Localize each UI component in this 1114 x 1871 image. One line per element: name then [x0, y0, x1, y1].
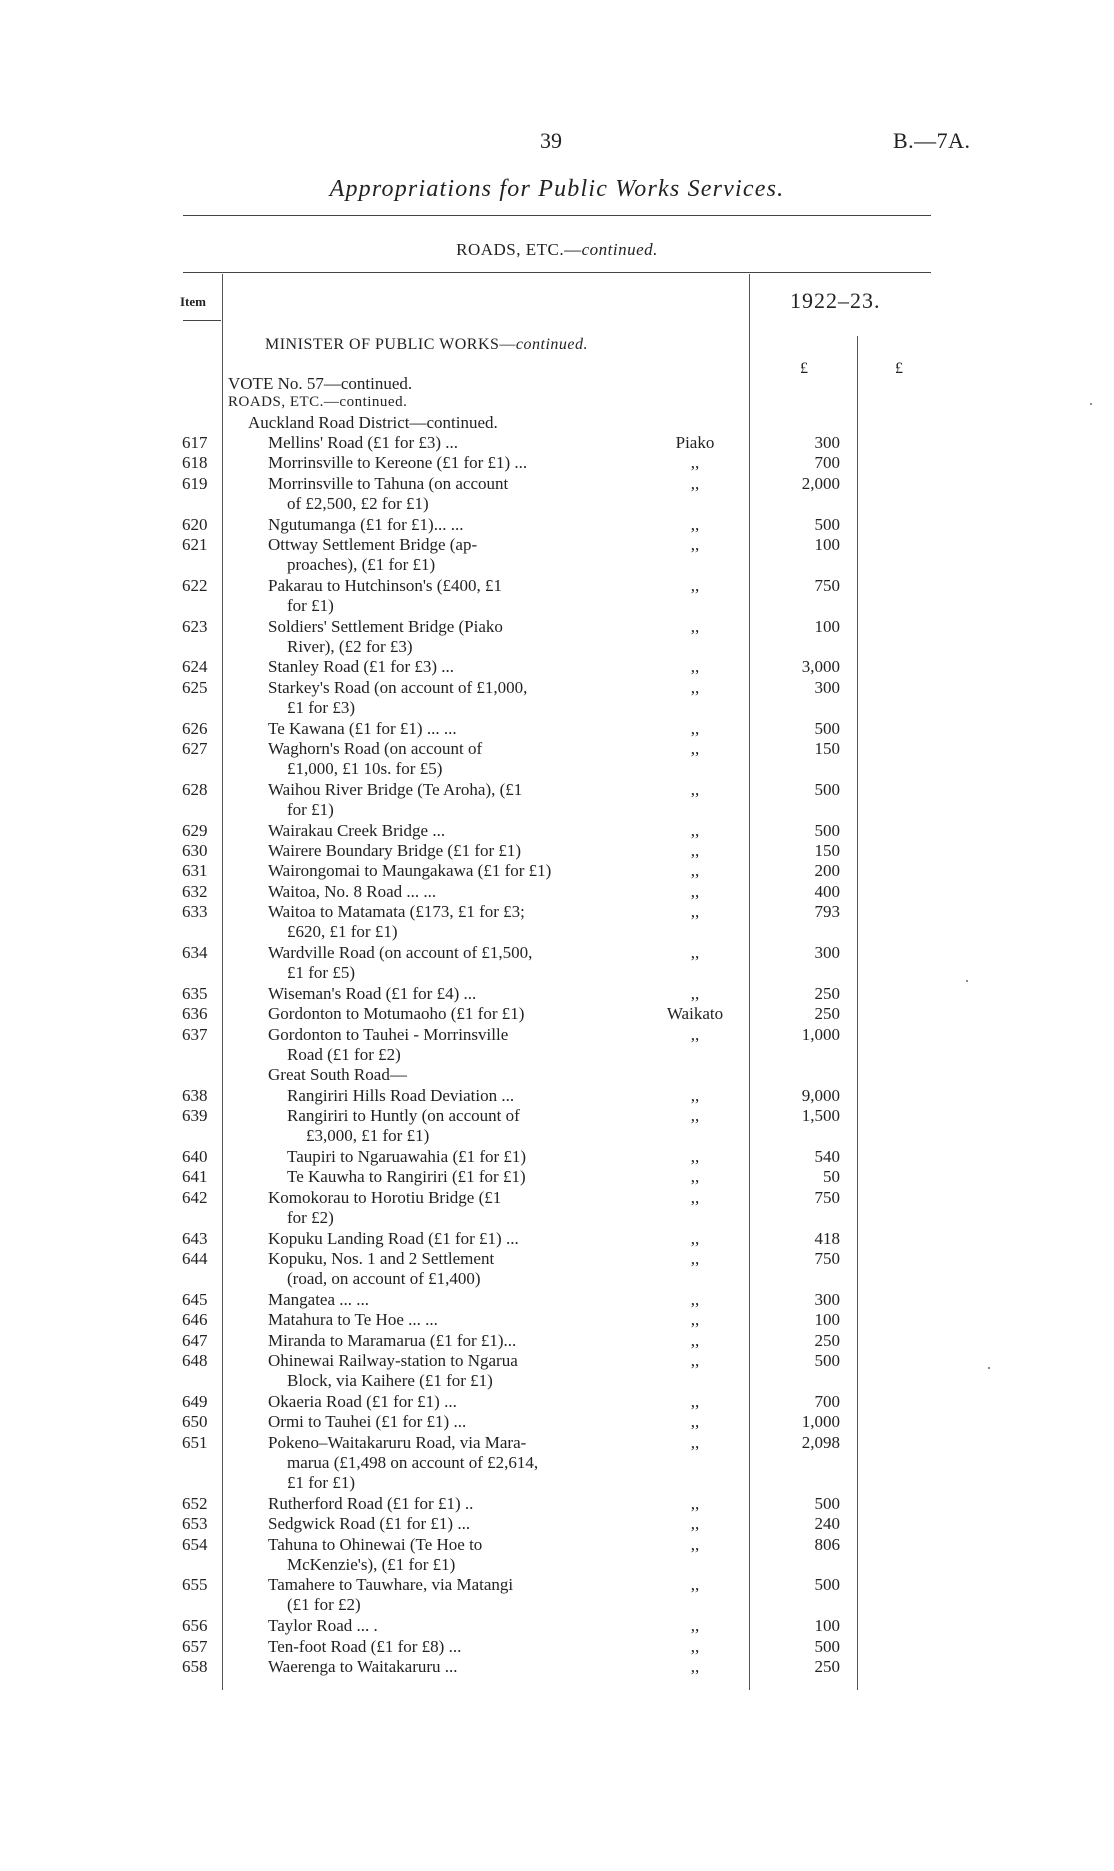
description-line: River), (£2 for £3) [287, 636, 413, 656]
item-number: 636 [182, 1004, 208, 1024]
item-number: 622 [182, 575, 208, 595]
item-number: 620 [182, 514, 208, 534]
district-name: ,, [690, 881, 700, 901]
description-line: for £2) [287, 1207, 334, 1227]
item-number: 642 [182, 1187, 208, 1207]
description-line: McKenzie's), (£1 for £1) [287, 1554, 456, 1574]
district-name: ,, [690, 1514, 700, 1534]
amount: 500 [814, 820, 840, 840]
amount: 100 [814, 616, 840, 636]
amount: 250 [814, 1330, 840, 1350]
document-title: Appropriations for Public Works Services. [329, 176, 785, 202]
district-name: Waikato [666, 1004, 724, 1024]
item-number: 621 [182, 535, 208, 554]
amount: 240 [814, 1514, 840, 1534]
item-column-divider [222, 274, 223, 1690]
item-number: 638 [182, 1085, 208, 1105]
district-name: ,, [690, 1167, 700, 1187]
document-reference: B.—7A. [893, 128, 971, 153]
description-line: for £1) [287, 595, 334, 615]
description-line: Kopuku, Nos. 1 and 2 Settlement [268, 1249, 495, 1268]
description-line: Mellins' Road (£1 for £3) ... [268, 433, 459, 452]
currency-symbol-1: £ [800, 360, 808, 377]
description-line: Morrinsville to Tahuna (on account [268, 473, 509, 493]
item-number: 629 [182, 820, 208, 840]
description-line: Matahura to Te Hoe ... ... [268, 1310, 438, 1330]
item-number: 618 [182, 453, 208, 473]
amount: 750 [814, 575, 840, 595]
item-number: 654 [182, 1534, 208, 1554]
description-line: Wairere Boundary Bridge (£1 for £1) [268, 841, 522, 860]
item-description [268, 780, 628, 820]
amount: 500 [814, 514, 840, 534]
description-line: £3,000, £1 for £1) [306, 1126, 430, 1146]
amount: 500 [814, 718, 840, 738]
amount: 300 [814, 677, 840, 697]
district-name: ,, [690, 473, 700, 493]
currency-symbol-2: £ [895, 360, 903, 377]
description-line: proaches), (£1 for £1) [287, 555, 436, 574]
item-number: 650 [182, 1412, 208, 1432]
item-description [268, 902, 628, 942]
description-line: Te Kawana (£1 for £1) ... ... [268, 718, 457, 738]
description-line: Taylor Road ... . [268, 1616, 378, 1636]
item-number: 640 [182, 1147, 208, 1166]
section-title-text: ROADS, ETC.— [456, 240, 582, 259]
item-description [268, 984, 628, 1004]
district-name: ,, [690, 779, 700, 799]
description-line: £1,000, £1 10s. for £5) [287, 759, 443, 778]
description-line: Sedgwick Road (£1 for £1) ... [268, 1514, 471, 1534]
item-description [268, 1229, 628, 1249]
district-name: Piako [675, 433, 715, 452]
item-number: 641 [182, 1167, 208, 1187]
description-line: Waghorn's Road (on account of [268, 739, 483, 758]
district-name: ,, [690, 616, 700, 636]
item-number: 648 [182, 1351, 208, 1370]
amount: 2,098 [801, 1432, 840, 1452]
item-number: 652 [182, 1493, 208, 1513]
description-line: Wiseman's Road (£1 for £4) ... [268, 983, 477, 1003]
district-name: ,, [690, 1187, 700, 1207]
item-description [268, 433, 628, 453]
item-description [268, 1249, 628, 1289]
item-description [268, 861, 628, 881]
item-description [268, 1657, 628, 1677]
item-number: 653 [182, 1514, 208, 1534]
item-number: 658 [182, 1657, 208, 1676]
amount: 500 [814, 779, 840, 799]
description-line: (£1 for £2) [287, 1595, 361, 1615]
item-description [268, 474, 628, 514]
amount: 1,500 [801, 1106, 840, 1126]
item-description [268, 1290, 628, 1310]
item-description [268, 1331, 628, 1351]
amount: 500 [814, 1351, 840, 1370]
district-name: ,, [690, 453, 700, 473]
item-description [268, 1433, 628, 1493]
item-description [268, 1004, 628, 1024]
item-number: 633 [182, 902, 208, 922]
amount: 806 [814, 1534, 840, 1554]
amount: 250 [814, 1004, 840, 1024]
item-description [268, 943, 628, 983]
item-number: 628 [182, 779, 208, 799]
district-name: ,, [690, 1575, 700, 1595]
description-line: Stanley Road (£1 for £3) ... [268, 657, 455, 677]
description-line: Gordonton to Motumaoho (£1 for £1) [268, 1004, 525, 1024]
item-number: 630 [182, 841, 208, 860]
description-line: Komokorau to Horotiu Bridge (£1 [268, 1187, 502, 1207]
item-description [268, 657, 628, 677]
description-line: Ormi to Tauhei (£1 for £1) ... [268, 1412, 467, 1432]
description-line: Miranda to Maramarua (£1 for £1)... [268, 1330, 517, 1350]
description-line: £1 for £3) [287, 697, 355, 717]
scan-speck [988, 1367, 990, 1369]
description-line: Road (£1 for £2) [287, 1044, 401, 1064]
description-line: Okaeria Road (£1 for £1) ... [268, 1391, 457, 1411]
item-number: 632 [182, 881, 208, 901]
item-number: 625 [182, 677, 208, 697]
description-line: Rangiriri to Huntly (on account of [287, 1106, 520, 1126]
item-description [287, 1106, 647, 1146]
district-name: ,, [690, 657, 700, 677]
district-name: ,, [690, 1147, 700, 1166]
amount: 2,000 [801, 473, 840, 493]
district-name: ,, [690, 820, 700, 840]
item-number: 644 [182, 1249, 208, 1268]
district-name: ,, [690, 1249, 700, 1268]
item-description [268, 515, 628, 535]
amount: 150 [814, 739, 840, 758]
description-line: Waerenga to Waitakaruru ... [268, 1657, 458, 1676]
amount: 1,000 [801, 1412, 840, 1432]
district-name: ,, [690, 1351, 700, 1370]
amount: 100 [814, 1310, 840, 1330]
section-title-suffix: continued. [581, 240, 658, 259]
item-description [268, 1514, 628, 1534]
item-description [268, 719, 628, 739]
description-line: Morrinsville to Kereone (£1 for £1) ... [268, 453, 528, 473]
item-number: 651 [182, 1432, 208, 1452]
item-number: 646 [182, 1310, 208, 1330]
item-description [268, 1637, 628, 1657]
ministry-heading [265, 336, 588, 354]
description-line: £620, £1 for £1) [287, 922, 398, 942]
year-column-header: 1922–23. [790, 288, 881, 313]
item-description [268, 739, 628, 779]
description-line: Wairongomai to Maungakawa (£1 for £1) [268, 861, 552, 881]
description-line: Gordonton to Tauhei - Morrinsville [268, 1024, 509, 1044]
district-name: ,, [690, 1391, 700, 1411]
district-name: ,, [690, 514, 700, 534]
description-line: for £1) [287, 799, 334, 819]
description-line: Ohinewai Railway-station to Ngarua [268, 1351, 518, 1370]
item-number: 649 [182, 1391, 208, 1411]
description-line: £1 for £1) [287, 1472, 355, 1492]
description-line: Pokeno–Waitakaruru Road, via Mara- [268, 1432, 527, 1452]
amount: 540 [814, 1147, 840, 1166]
amount: 500 [814, 1575, 840, 1595]
item-description [287, 1147, 647, 1167]
district-name: ,, [690, 1228, 700, 1248]
amount: 300 [814, 433, 840, 452]
item-number: 627 [182, 739, 208, 758]
amount: 418 [814, 1228, 840, 1248]
description-line: Mangatea ... ... [268, 1289, 370, 1309]
ministry-suffix: continued. [515, 336, 588, 353]
scan-speck [966, 980, 968, 982]
amount: 1,000 [801, 1024, 840, 1044]
amount: 250 [814, 1657, 840, 1676]
table-top-rule [183, 272, 931, 273]
title-rule [183, 215, 931, 216]
item-description [268, 1310, 628, 1330]
amount: 300 [814, 943, 840, 962]
item-number: 647 [182, 1330, 208, 1350]
district-name: ,, [690, 1432, 700, 1452]
description-line: Tamahere to Tauwhare, via Matangi [268, 1575, 514, 1595]
description-line: Tahuna to Ohinewai (Te Hoe to [268, 1534, 483, 1554]
description-line: Wardville Road (on account of £1,500, [268, 943, 533, 962]
description-line: Great South Road— [268, 1064, 407, 1084]
section-title [0, 240, 1114, 260]
item-description [268, 1412, 628, 1432]
description-line: Rangiriri Hills Road Deviation ... [287, 1085, 515, 1105]
district-name: ,, [690, 575, 700, 595]
district-name: ,, [690, 718, 700, 738]
item-description [268, 617, 628, 657]
description-line: Ten-foot Road (£1 for £8) ... [268, 1636, 462, 1656]
district-name: ,, [690, 1085, 700, 1105]
vote-heading: VOTE No. 57—continued. [228, 374, 413, 393]
item-number: 643 [182, 1228, 208, 1248]
amount: 100 [814, 1616, 840, 1636]
item-description [268, 1351, 628, 1391]
description-line: Waihou River Bridge (Te Aroha), (£1 [268, 779, 523, 799]
amount: 300 [814, 1289, 840, 1309]
description-line: Kopuku Landing Road (£1 for £1) ... [268, 1228, 519, 1248]
district-name: ,, [690, 943, 700, 962]
district-name: ,, [690, 739, 700, 758]
description-line: £1 for £5) [287, 963, 355, 982]
amount: 250 [814, 983, 840, 1003]
item-number: 623 [182, 616, 208, 636]
description-line: Ottway Settlement Bridge (ap- [268, 535, 478, 554]
description-line: Ngutumanga (£1 for £1)... ... [268, 514, 464, 534]
item-number: 631 [182, 861, 208, 881]
district-name: ,, [690, 983, 700, 1003]
item-description [268, 821, 628, 841]
item-description [287, 1086, 647, 1106]
item-description [268, 1575, 628, 1615]
district-name: ,, [690, 861, 700, 881]
item-description [268, 882, 628, 902]
item-column-header: Item [180, 294, 206, 309]
item-number: 624 [182, 657, 208, 677]
amount: 700 [814, 1391, 840, 1411]
amount: 500 [814, 1636, 840, 1656]
item-header-rule [183, 320, 221, 321]
item-description [268, 678, 628, 718]
item-description [268, 1616, 628, 1636]
district-name: ,, [690, 677, 700, 697]
amount: 750 [814, 1249, 840, 1268]
item-number: 645 [182, 1289, 208, 1309]
item-description [268, 535, 628, 575]
item-number: 617 [182, 433, 208, 452]
district-name: ,, [690, 1636, 700, 1656]
district-name: ,, [690, 535, 700, 554]
description-line: marua (£1,498 on account of £2,614, [287, 1452, 539, 1472]
district-name: ,, [690, 1493, 700, 1513]
description-line: Soldiers' Settlement Bridge (Piako [268, 616, 503, 636]
description-line: Block, via Kaihere (£1 for £1) [287, 1371, 493, 1390]
district-name: ,, [690, 1310, 700, 1330]
item-description [268, 1188, 628, 1228]
description-line: Taupiri to Ngaruawahia (£1 for £1) [287, 1147, 527, 1166]
district-name: ,, [690, 1616, 700, 1636]
amount: 750 [814, 1187, 840, 1207]
amount-column-divider [857, 336, 858, 1690]
description-line: Pakarau to Hutchinson's (£400, £1 [268, 575, 502, 595]
ministry-name: MINISTER OF PUBLIC WORKS— [265, 336, 516, 353]
item-number: 626 [182, 718, 208, 738]
description-line: of £2,500, £2 for £1) [287, 493, 429, 513]
description-line: Te Kauwha to Rangiriri (£1 for £1) [287, 1167, 526, 1187]
district-name: ,, [690, 841, 700, 860]
district-name: ,, [690, 1330, 700, 1350]
item-number: 657 [182, 1636, 208, 1656]
amount: 500 [814, 1493, 840, 1513]
amount: 700 [814, 453, 840, 473]
item-number: 639 [182, 1106, 208, 1126]
amount: 400 [814, 881, 840, 901]
description-line: Starkey's Road (on account of £1,000, [268, 677, 528, 697]
description-line: Waitoa to Matamata (£173, £1 for £3; [268, 902, 525, 922]
district-name: ,, [690, 1289, 700, 1309]
description-line: Rutherford Road (£1 for £1) .. [268, 1493, 474, 1513]
amount: 9,000 [801, 1085, 840, 1105]
description-line: (road, on account of £1,400) [287, 1269, 481, 1288]
item-number: 655 [182, 1575, 208, 1595]
scan-speck [1090, 403, 1092, 405]
item-description [268, 576, 628, 616]
district-name: ,, [690, 1657, 700, 1676]
item-description [268, 1535, 628, 1575]
amount: 100 [814, 535, 840, 554]
item-description [268, 1494, 628, 1514]
amount: 3,000 [801, 657, 840, 677]
item-description [268, 453, 628, 473]
district-name: ,, [690, 1106, 700, 1126]
district-name: ,, [690, 1534, 700, 1554]
item-description [268, 841, 628, 861]
district-name: ,, [690, 1024, 700, 1044]
item-number: 635 [182, 983, 208, 1003]
amount: 200 [814, 861, 840, 881]
amount: 793 [814, 902, 840, 922]
item-number: 619 [182, 473, 208, 493]
item-description [268, 1025, 628, 1085]
amount: 150 [814, 841, 840, 860]
roads-subheading: ROADS, ETC.—continued. [228, 394, 408, 410]
page-number: 39 [540, 128, 562, 153]
item-number: 634 [182, 943, 208, 962]
district-name: ,, [690, 1412, 700, 1432]
item-description [287, 1167, 647, 1187]
amount: 50 [823, 1167, 840, 1187]
item-number: 637 [182, 1024, 208, 1044]
description-line: Wairakau Creek Bridge ... [268, 820, 446, 840]
item-number: 656 [182, 1616, 208, 1636]
district-heading: Auckland Road District—continued. [248, 413, 498, 432]
district-name: ,, [690, 902, 700, 922]
item-description [268, 1392, 628, 1412]
description-line: Waitoa, No. 8 Road ... ... [268, 881, 437, 901]
